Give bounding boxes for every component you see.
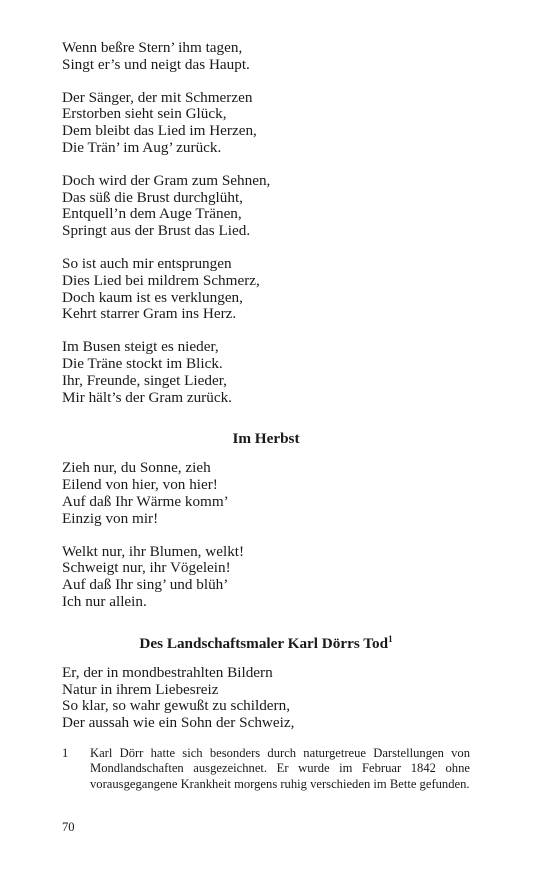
verse-line: Im Busen steigt es nieder, <box>62 338 219 356</box>
footnote-number: 1 <box>62 745 69 760</box>
footnote <box>62 746 470 792</box>
verse-line: Kehrt starrer Gram ins Herz. <box>62 305 237 323</box>
poem-title-text: Im Herbst <box>232 430 300 448</box>
verse-line: Das süß die Brust durchglüht, <box>62 188 243 206</box>
poem-title-text: Des Landschaftsmaler Karl Dörrs Tod <box>139 634 389 652</box>
poem-im-herbst <box>62 460 470 610</box>
verse-line: Singt er’s und neigt das Haupt. <box>62 55 250 73</box>
verse-line: Wenn beßre Stern’ ihm tagen, <box>62 39 243 56</box>
verse-line: Mir hält’s der Gram zurück. <box>62 388 232 406</box>
verse-line: Doch wird der Gram zum Sehnen, <box>62 171 271 189</box>
verse-line: Schweigt nur, ihr Vögelein! <box>62 559 231 577</box>
stanza <box>62 460 470 527</box>
verse-line: Die Trän’ im Aug’ zurück. <box>62 138 222 156</box>
footnote-reference: 1 <box>388 633 393 644</box>
poem-title-im-herbst <box>62 430 470 448</box>
verse-line: Der Sänger, der mit Schmerzen <box>62 88 253 106</box>
verse-line: Ihr, Freunde, singet Lieder, <box>62 371 227 389</box>
verse-line: Zieh nur, du Sonne, zieh <box>62 459 211 477</box>
verse-line: Natur in ihrem Liebesreiz <box>62 680 219 698</box>
verse-line: Springt aus der Brust das Lied. <box>62 222 251 240</box>
poem-doerr <box>62 665 470 732</box>
verse-line: So klar, so wahr gewußt zu schildern, <box>62 697 290 715</box>
stanza <box>62 256 470 323</box>
verse-line: Einzig von mir! <box>62 509 159 527</box>
verse-line: Entquell’n dem Auge Tränen, <box>62 205 242 223</box>
poem-continued <box>62 40 470 406</box>
verse-line: Auf daß Ihr sing’ und blüh’ <box>62 576 229 594</box>
stanza <box>62 90 470 157</box>
verse-line: Die Träne stockt im Blick. <box>62 354 223 372</box>
stanza <box>62 544 470 611</box>
verse-line: Dies Lied bei mildrem Schmerz, <box>62 271 260 289</box>
stanza <box>62 339 470 406</box>
verse-line: Doch kaum ist es verklungen, <box>62 288 243 306</box>
poem-title-doerr <box>62 635 470 653</box>
verse-line: Der aussah wie ein Sohn der Schweiz, <box>62 714 295 732</box>
page-number: 70 <box>62 820 75 834</box>
verse-line: Auf daß Ihr Wärme komm’ <box>62 492 229 510</box>
verse-line: Ich nur allein. <box>62 592 147 610</box>
stanza <box>62 40 470 74</box>
footnote-text: Karl Dörr hatte sich besonders durch naturgetreue Darstellungen von Mondlandschaften ausgezeichnet. Er wurde im Februar 1842 ohne vorausgegangene Krankheit morgens ruhig verschieden im Bette gefunden. <box>90 745 470 791</box>
verse-line: So ist auch mir entsprungen <box>62 254 232 272</box>
stanza <box>62 665 470 732</box>
stanza <box>62 173 470 240</box>
verse-line: Erstorben sieht sein Glück, <box>62 105 227 123</box>
verse-line: Eilend von hier, von hier! <box>62 476 218 494</box>
page-body <box>62 40 470 792</box>
verse-line: Er, der in mondbestrahlten Bildern <box>62 663 273 681</box>
verse-line: Dem bleibt das Lied im Herzen, <box>62 122 257 140</box>
verse-line: Welkt nur, ihr Blumen, welkt! <box>62 542 245 560</box>
